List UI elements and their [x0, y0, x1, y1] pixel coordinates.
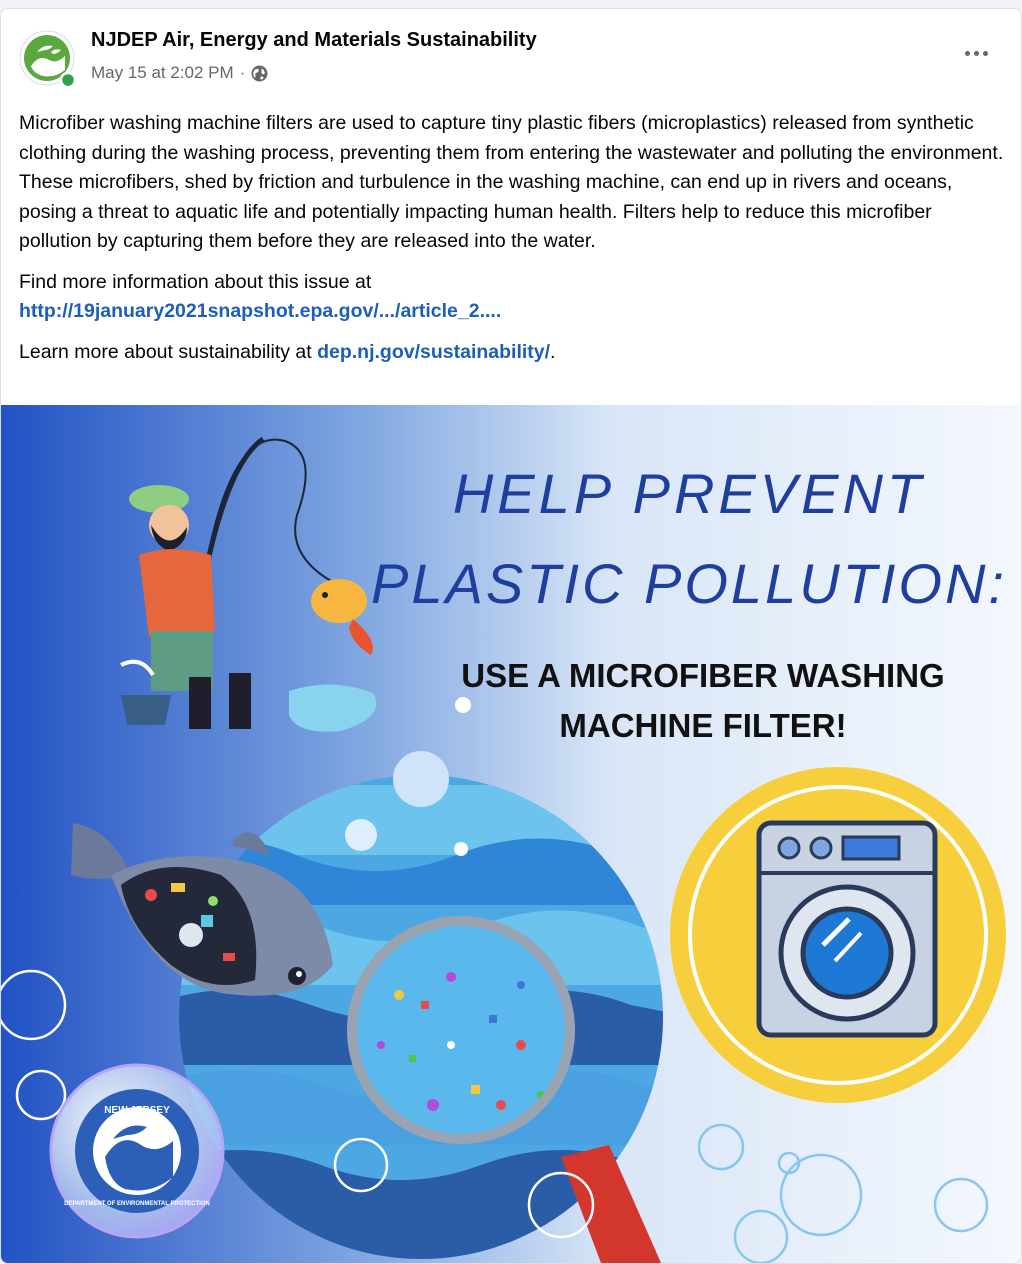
meta-separator: ·	[239, 63, 246, 82]
headline-line-2: PLASTIC POLLUTION:	[371, 552, 1007, 615]
washing-machine-icon	[759, 823, 935, 1035]
more-options-button[interactable]	[956, 37, 996, 69]
njdep-seal	[51, 1065, 223, 1237]
seal-ring-text: DEPARTMENT OF ENVIRONMENTAL PROTECTION	[64, 1201, 210, 1207]
post-image[interactable]	[1, 405, 1021, 1263]
subhead-line-1: USE A MICROFIBER WASHING	[461, 657, 945, 694]
post-text	[19, 109, 1009, 378]
more-options-icon	[965, 51, 970, 56]
find-more-text: Find more information about this issue at	[19, 270, 372, 293]
epa-article-link[interactable]: http://19january2021snapshot.epa.gov/.../article_2....	[19, 300, 502, 322]
page-name[interactable]: NJDEP Air, Energy and Materials Sustainability	[91, 29, 537, 51]
post-timestamp[interactable]: May 15 at 2:02 PM	[91, 63, 234, 82]
headline-line-1: HELP PREVENT	[452, 462, 926, 525]
post-card	[0, 8, 1022, 1264]
find-more-paragraph	[19, 268, 1009, 327]
learn-more-paragraph	[19, 338, 1009, 368]
globe-icon	[251, 65, 268, 82]
learn-more-text: Learn more about sustainability at	[19, 340, 312, 363]
seal-top-text: NEW JERSEY	[104, 1105, 170, 1116]
post-meta	[91, 63, 268, 83]
learn-more-end: .	[550, 340, 556, 363]
page-avatar[interactable]	[19, 30, 77, 88]
subhead-line-2: MACHINE FILTER!	[559, 707, 847, 744]
sustainability-link[interactable]: dep.nj.gov/sustainability/	[317, 340, 551, 363]
more-dot	[983, 51, 988, 56]
washing-machine-badge	[670, 767, 1006, 1103]
post-body: Microfiber washing machine filters are used to capture tiny plastic fibers (microplastics) released from synthetic clothing during the washing process, preventing them from entering the wastewater and polluting the environment. These microfibers, shed by friction and turbulence in the washing machine, can end up in rivers and oceans, posing a threat to aquatic life and potentially impacting human health. Filters help to reduce this microfiber pollution by capturing them before they are released into the water.	[19, 112, 1004, 252]
more-dot	[974, 51, 979, 56]
